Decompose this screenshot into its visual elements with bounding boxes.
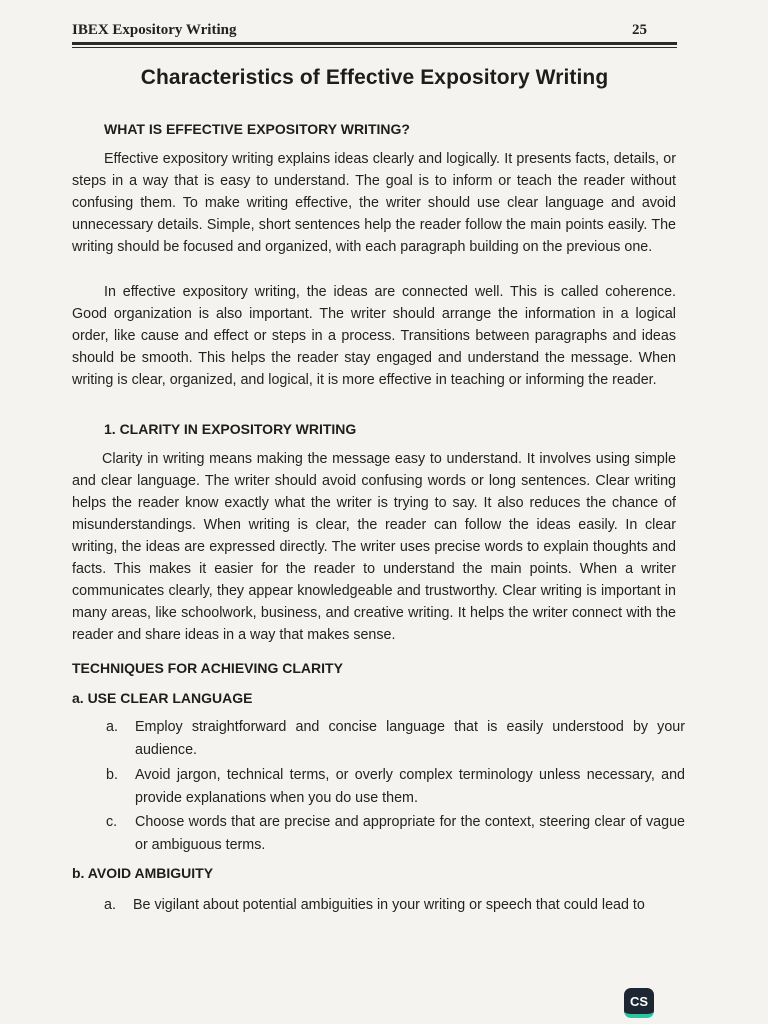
section-heading-what-is: WHAT IS EFFECTIVE EXPOSITORY WRITING?: [104, 121, 410, 137]
badge-label: CS: [629, 993, 649, 1009]
paragraph-definition: Effective expository writing explains ideas clearly and logically. It presents facts, details, or steps in a way that is easy to understand. The goal is to inform or teach the reader without confusing them. To make writing effective, the writer should use clear language and avoid unnecessary details. Simple, short sentences help the reader follow the main points easily. The writing should be focused and organized, with each paragraph building on the previous one.: [72, 151, 676, 255]
book-title: IBEX Expository Writing: [72, 22, 237, 38]
list-marker: a.: [106, 719, 118, 735]
subheading-use-clear-language: a. USE CLEAR LANGUAGE: [72, 690, 253, 706]
section-heading-clarity: 1. CLARITY IN EXPOSITORY WRITING: [104, 421, 357, 437]
list-item-text: Avoid jargon, technical terms, or overly complex terminology unless necessary, and provide explanations when you do use them.: [135, 767, 685, 806]
list-marker: c.: [106, 814, 118, 830]
list-marker: b.: [106, 767, 118, 783]
camscanner-logo-icon: [624, 988, 654, 1018]
running-header: [72, 22, 677, 44]
header-rule-thick: [72, 42, 677, 45]
header-rule-thin: [72, 47, 677, 48]
list-item-text: Be vigilant about potential ambiguities in your writing or speech that could lead to: [133, 897, 645, 913]
paragraph-coherence: In effective expository writing, the ideas are connected well. This is called coherence. Good organization is also important. The writer should arrange the information in a logical order, like cause and effect or steps in a process. Transitions between paragraphs and ideas should be smooth. This helps the reader stay engaged and understand the message. When writing is clear, organized, and logical, it is more effective in teaching or informing the reader.: [72, 284, 676, 388]
list-marker: a.: [104, 897, 116, 913]
chapter-title: Characteristics of Effective Expository Writing: [140, 66, 609, 89]
techniques-heading: TECHNIQUES FOR ACHIEVING CLARITY: [72, 660, 343, 676]
subheading-avoid-ambiguity: b. AVOID AMBIGUITY: [72, 865, 214, 881]
page-number: 25: [632, 22, 647, 38]
list-item-text: Employ straightforward and concise language that is easily understood by your audience.: [135, 719, 685, 758]
paragraph-clarity: Clarity in writing means making the message easy to understand. It involves using simple and clear language. The writer should avoid confusing words or long sentences. Clear writing helps the reader know exactly what the writer is trying to say. It also reduces the chance of misunderstandings. When writing is clear, the reader can follow the ideas easily. In clear writing, the ideas are expressed directly. The writer uses precise words to explain thoughts and facts. This makes it easier for the reader to understand the main points. When a writer communicates clearly, they appear knowledgeable and trustworthy. Clear writing is important in many areas, like schoolwork, business, and creative writing. It helps the writer connect with the reader and share ideas in a way that makes sense.: [72, 451, 676, 643]
list-item-text: Choose words that are precise and appropriate for the context, steering clear of vague or ambiguous terms.: [135, 814, 685, 853]
